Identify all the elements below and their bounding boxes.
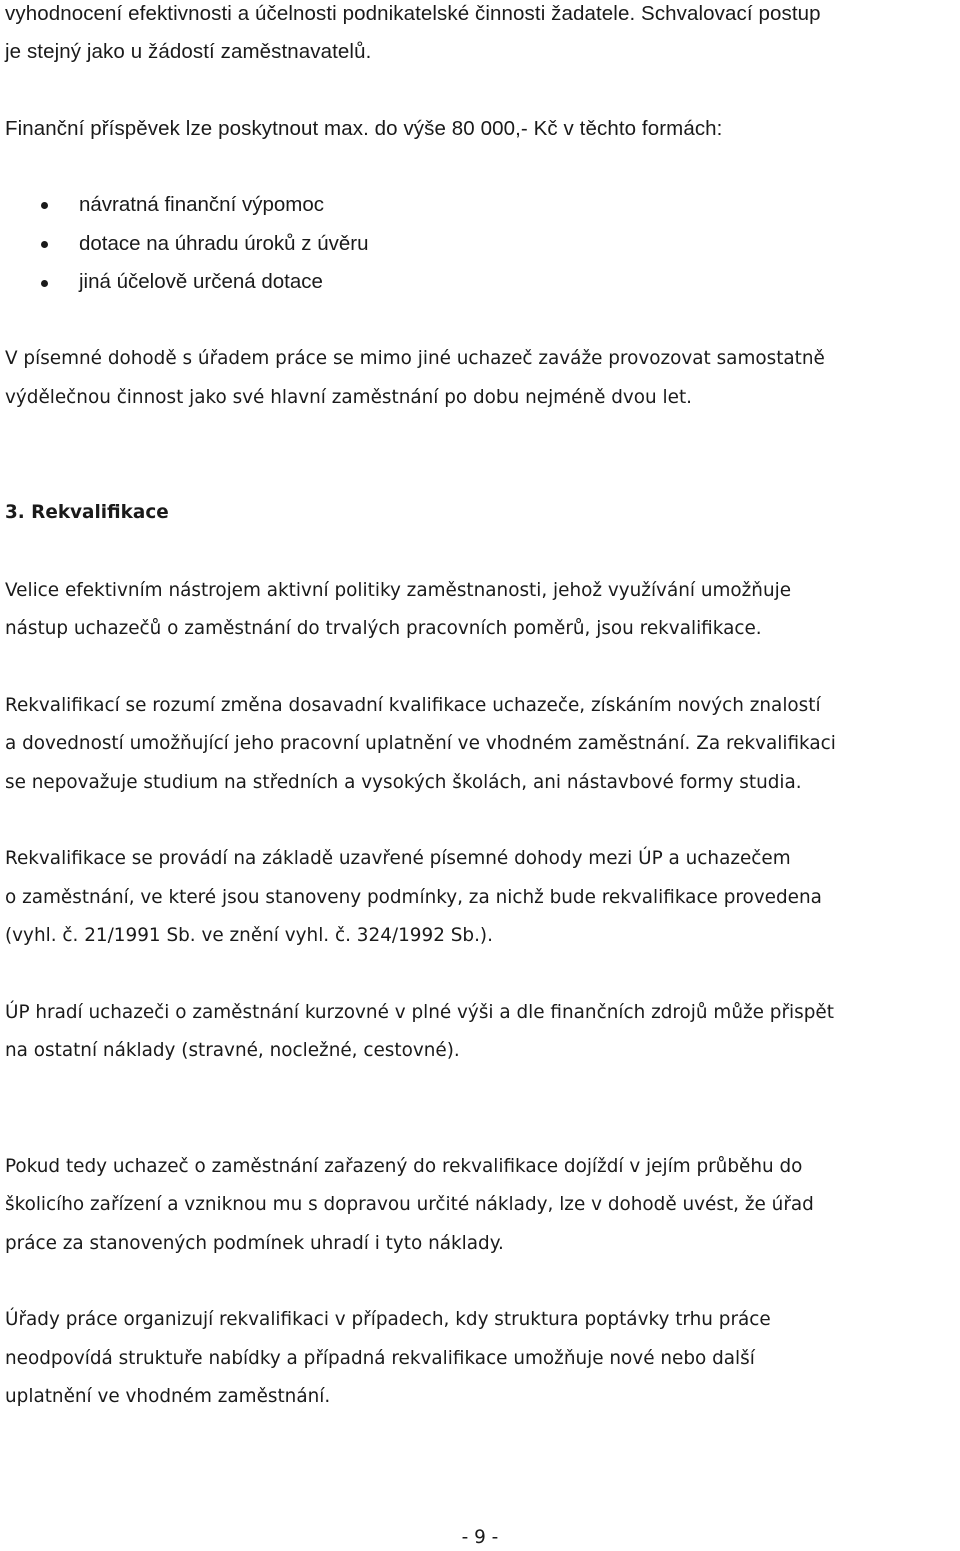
page-number: - 9 - — [461, 1527, 499, 1548]
paragraph-3-line: (vyhl. č. 21/1991 Sb. ve znění vyhl. č. 324/1992 Sb.). — [5, 925, 493, 946]
list-item-text: návratná finanční výpomoc — [79, 193, 324, 216]
paragraph-5-line: Pokud tedy uchazeč o zaměstnání zařazený do rekvalifikace dojíždí v jejím průběhu do — [5, 1156, 803, 1177]
paragraph-1-line: nástup uchazečů o zaměstnání do trvalých pracovních poměrů, jsou rekvalifikace. — [5, 618, 762, 639]
paragraph-5-line: školicího zařízení a vzniknou mu s dopravou určité náklady, lze v dohodě uvést, že úřad — [5, 1194, 814, 1215]
section-heading: 3. Rekvalifikace — [5, 502, 169, 523]
paragraph-3-line: o zaměstnání, ve které jsou stanoveny podmínky, za nichž bude rekvalifikace provedena — [5, 887, 822, 908]
agreement-line-1: V písemné dohodě s úřadem práce se mimo jiné uchazeč zaváže provozovat samostatně — [5, 348, 825, 369]
bullet-dot-icon — [41, 202, 48, 209]
list-item-text: dotace na úhradu úroků z úvěru — [79, 232, 369, 255]
paragraph-6-line: Úřady práce organizují rekvalifikaci v případech, kdy struktura poptávky trhu práce — [5, 1309, 771, 1330]
paragraph-4-line: ÚP hradí uchazeči o zaměstnání kurzovné v plné výši a dle finančních zdrojů může přispět — [5, 1002, 834, 1023]
intro-line-2: je stejný jako u žádostí zaměstnavatelů. — [5, 40, 372, 63]
agreement-line-2: výdělečnou činnost jako své hlavní zaměstnání po dobu nejméně dvou let. — [5, 387, 693, 408]
paragraph-6-line: neodpovídá struktuře nabídky a případná rekvalifikace umožňuje nové nebo další — [5, 1348, 755, 1369]
paragraph-6-line: uplatnění ve vhodném zaměstnání. — [5, 1386, 331, 1407]
bullet-dot-icon — [41, 241, 48, 248]
paragraph-2-line: se nepovažuje studium na středních a vysokých školách, ani nástavbové formy studia. — [5, 772, 802, 793]
paragraph-2-line: Rekvalifikací se rozumí změna dosavadní kvalifikace uchazeče, získáním nových znalostí — [5, 695, 821, 716]
contribution-text: Finanční příspěvek lze poskytnout max. do výše 80 000,- Kč v těchto formách: — [5, 117, 723, 140]
paragraph-4-line: na ostatní náklady (stravné, nocležné, cestovné). — [5, 1040, 460, 1061]
bullet-dot-icon — [41, 280, 48, 287]
paragraph-5-line: práce za stanovených podmínek uhradí i tyto náklady. — [5, 1233, 504, 1254]
paragraph-1-line: Velice efektivním nástrojem aktivní politiky zaměstnanosti, jehož využívání umožňuje — [5, 580, 792, 601]
paragraph-3-line: Rekvalifikace se provádí na základě uzavřené písemné dohody mezi ÚP a uchazečem — [5, 848, 791, 869]
list-item-text: jiná účelově určená dotace — [79, 270, 323, 293]
intro-line-1: vyhodnocení efektivnosti a účelnosti podnikatelské činnosti žadatele. Schvalovací postup — [5, 2, 821, 25]
paragraph-2-line: a dovedností umožňující jeho pracovní uplatnění ve vhodném zaměstnání. Za rekvalifikaci — [5, 733, 836, 754]
